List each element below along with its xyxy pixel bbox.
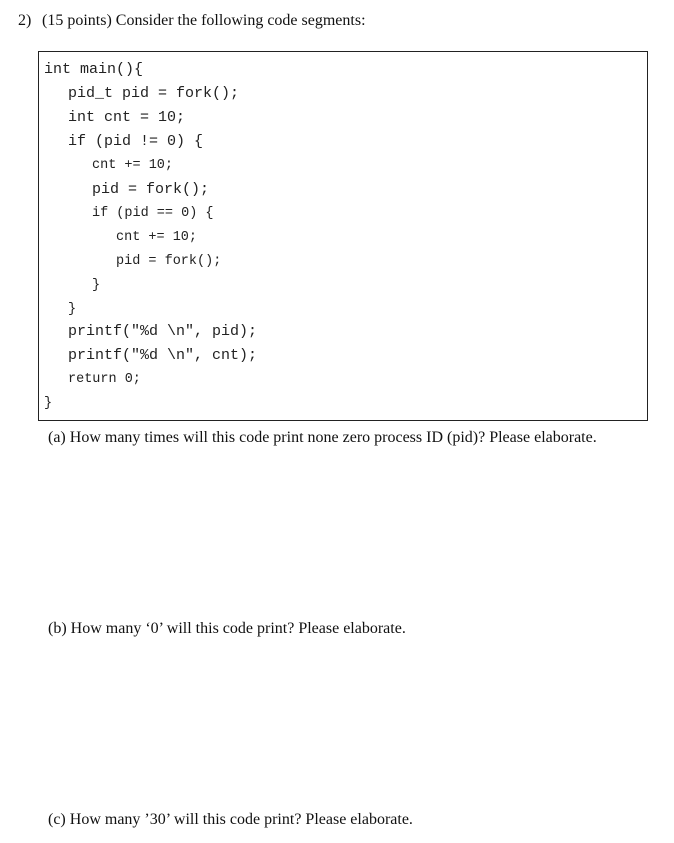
code-line-13: printf("%d \n", cnt); bbox=[68, 347, 258, 364]
code-line-2: pid_t pid = fork(); bbox=[68, 85, 240, 102]
code-line-8: cnt += 10; bbox=[116, 230, 198, 245]
code-line-10: } bbox=[92, 278, 101, 293]
code-line-4: if (pid != 0) { bbox=[68, 133, 204, 150]
code-line-7: if (pid == 0) { bbox=[92, 206, 214, 221]
code-line-9: pid = fork(); bbox=[116, 254, 222, 269]
code-line-12: printf("%d \n", pid); bbox=[68, 323, 258, 340]
subquestion-b: (b) How many ‘0’ will this code print? Please elaborate. bbox=[48, 620, 406, 637]
code-line-14: return 0; bbox=[68, 372, 141, 387]
subquestion-a: (a) How many times will this code print none zero process ID (pid)? Please elaborate. bbox=[48, 429, 597, 446]
code-line-3: int cnt = 10; bbox=[68, 109, 186, 126]
code-line-11: } bbox=[68, 302, 77, 317]
code-block bbox=[38, 51, 648, 421]
question-prompt: (15 points) Consider the following code segments: bbox=[42, 12, 366, 29]
code-line-15: } bbox=[44, 396, 53, 411]
code-line-6: pid = fork(); bbox=[92, 181, 210, 198]
question-number: 2) bbox=[18, 12, 32, 29]
question-header bbox=[18, 10, 366, 32]
subquestion-c: (c) How many ’30’ will this code print? Please elaborate. bbox=[48, 811, 413, 828]
code-line-5: cnt += 10; bbox=[92, 158, 174, 173]
code-line-1: int main(){ bbox=[44, 61, 144, 78]
